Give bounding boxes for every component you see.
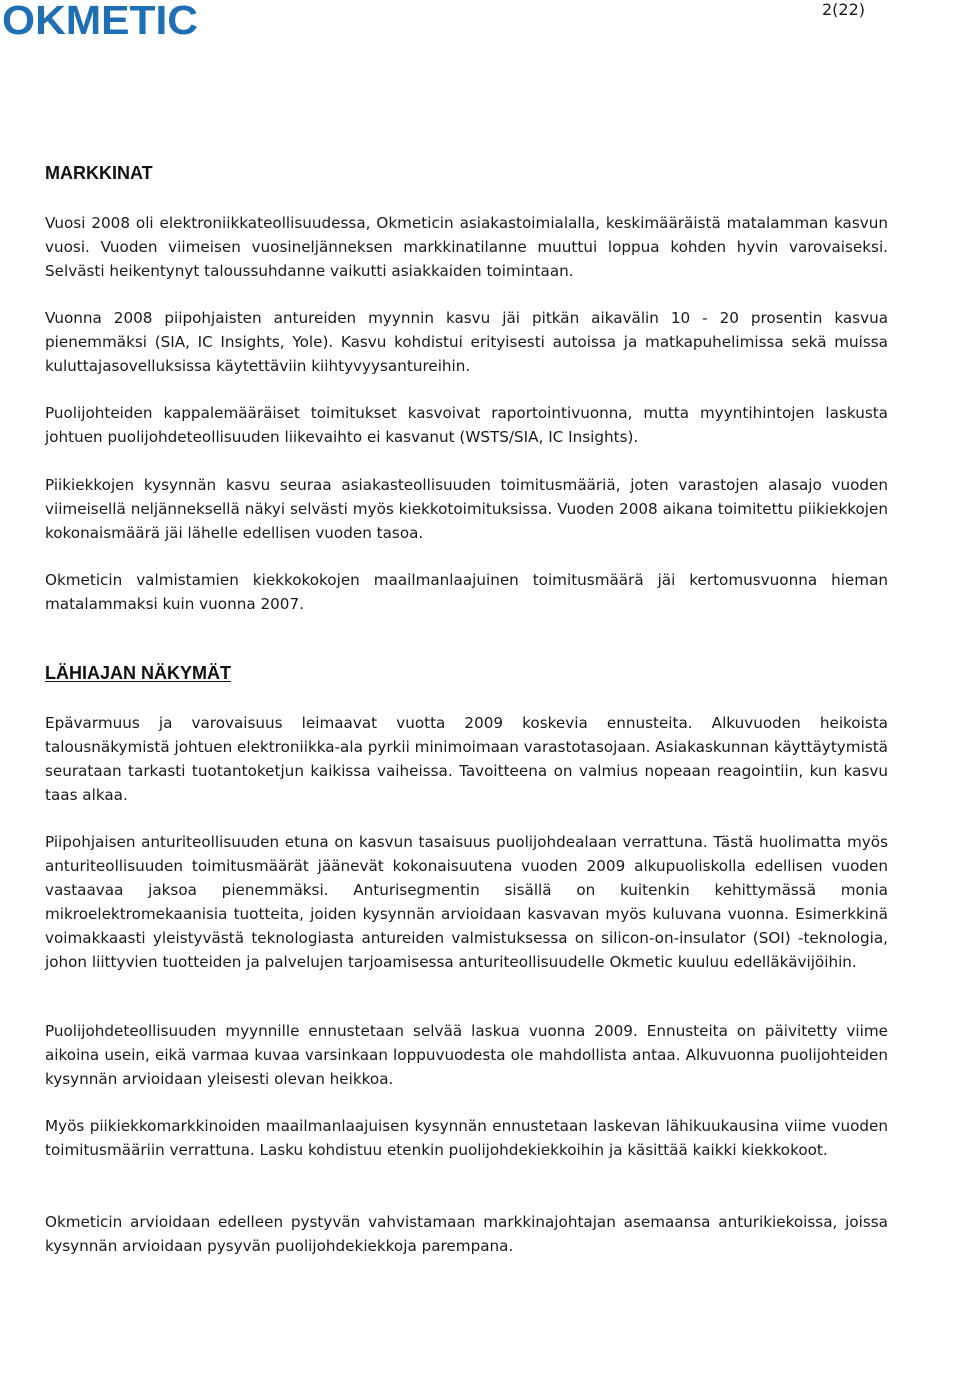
section-heading-markkinat: MARKKINAT (45, 163, 153, 183)
paragraph: Puolijohdeteollisuuden myynnille ennustetaan selvää laskua vuonna 2009. Ennusteita on päivitetty viime aikoina usein, eikä varmaa kuvaa varsinkaan loppuvuodesta ole mahdollista antaa. Alkuvuonna puolijohteiden kysynnän arvioidaan yleisesti olevan heikkoa. (45, 1022, 888, 1088)
section-heading-lahiajan-nakymat: LÄHIAJAN NÄKYMÄT (45, 663, 231, 683)
paragraph: Okmeticin valmistamien kiekkokokojen maailmanlaajuinen toimitusmäärä jäi kertomusvuonna hieman matalammaksi kuin vuonna 2007. (45, 571, 888, 613)
paragraph: Myös piikiekkomarkkinoiden maailmanlaajuisen kysynnän ennustetaan laskevan lähikuukausina viime vuoden toimitusmääriin verrattuna. Lasku kohdistuu etenkin puolijohdekiekkoihin ja käsittää kaikki kiekkokoot. (45, 1117, 888, 1159)
page-header (0, 0, 960, 40)
paragraph: Epävarmuus ja varovaisuus leimaavat vuotta 2009 koskevia ennusteita. Alkuvuoden heikoista talousnäkymistä johtuen elektroniikka-ala pyrkii minimoimaan varastotasojaan. Asiakaskunnan käyttäytymistä seurataan tarkasti tuotantoketjun kaikissa vaiheissa. Tavoitteena on valmius nopeaan reagointiin, kun kasvu taas alkaa. (45, 714, 888, 804)
paragraph: Vuosi 2008 oli elektroniikkateollisuudessa, Okmeticin asiakastoimialalla, keskimääräistä matalamman kasvun vuosi. Vuoden viimeisen vuosineljänneksen markkinatilanne muuttui loppua kohden hyvin varovaiseksi. Selvästi heikentynyt taloussuhdanne vaikutti asiakkaiden toimintaan. (45, 214, 888, 280)
paragraph: Puolijohteiden kappalemääräiset toimitukset kasvoivat raportointivuonna, mutta myyntihintojen laskusta johtuen puolijohdeteollisuuden liikevaihto ei kasvanut (WSTS/SIA, IC Insights). (45, 404, 888, 446)
paragraph: Piipohjaisen anturiteollisuuden etuna on kasvun tasaisuus puolijohdealaan verrattuna. Tästä huolimatta myös anturiteollisuuden toimitusmäärät jäänevät kokonaisuutena vuoden 2009 alkupuoliskolla edellisen vuoden vastaavaa jaksoa pienemmäksi. Anturisegmentin sisällä on kuitenkin kehittymässä monia mikroelektromekaanisia tuotteita, joiden kysynnän arvioidaan kasvavan myös kuluvana vuonna. Esimerkkinä voimakkaasti yleistyvästä teknologiasta antureiden valmistuksessa on silicon-on-insulator (SOI) -teknologia, johon liittyvien tuotteiden ja palvelujen tarjoamisessa anturiteollisuudelle Okmetic kuuluu edelläkävijöihin. (45, 833, 888, 971)
paragraph: Vuonna 2008 piipohjaisten antureiden myynnin kasvu jäi pitkän aikavälin 10 - 20 prosentin kasvua pienemmäksi (SIA, IC Insights, Yole). Kasvu kohdistui erityisesti autoissa ja matkapuhelimissa sekä muissa kuluttajasovelluksissa käytettäviin kiihtyvyysantureihin. (45, 309, 888, 375)
paragraph: Piikiekkojen kysynnän kasvu seuraa asiakasteollisuuden toimitusmääriä, joten varastojen alasajo vuoden viimeisellä neljänneksellä näkyi selvästi myös kiekkotoimituksissa. Vuoden 2008 aikana toimitettu piikiekkojen kokonaismäärä jäi lähelle edellisen vuoden tasoa. (45, 476, 888, 542)
paragraph: Okmeticin arvioidaan edelleen pystyvän vahvistamaan markkinajohtajan asemaansa anturikiekoissa, joissa kysynnän arvioidaan pysyvän puolijohdekiekkoja parempana. (45, 1213, 888, 1255)
okmetic-logo (2, 1, 198, 37)
logo-wordmark: OKMETIC (2, 1, 198, 37)
page-number: 2(22) (821, 0, 865, 19)
